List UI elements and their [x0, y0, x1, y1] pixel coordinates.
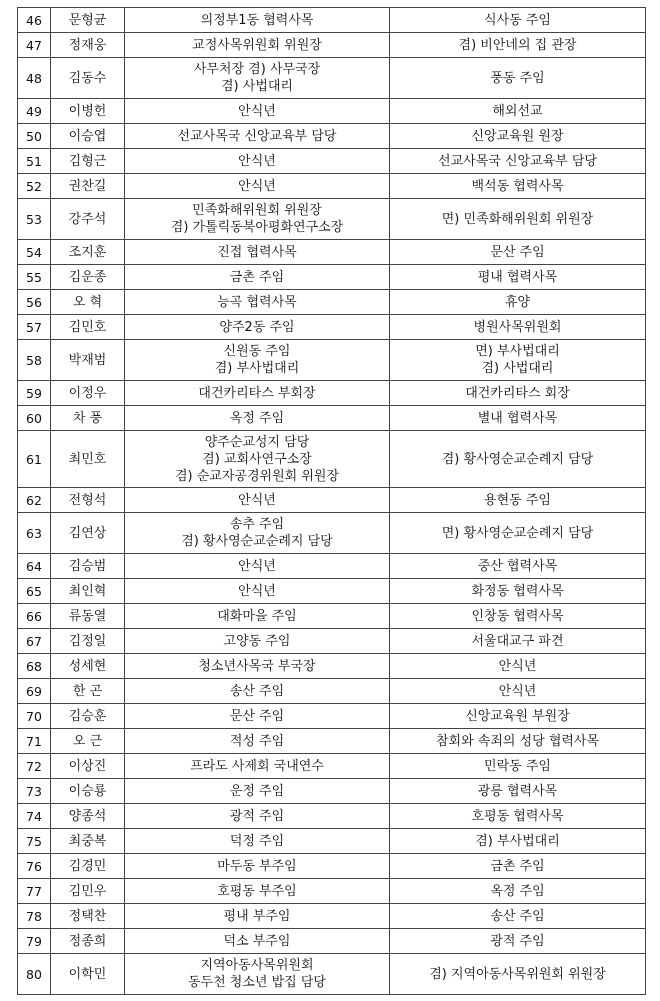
- previous-assignment-line: 적성 주임: [229, 733, 285, 749]
- priest-name: 전형석: [51, 488, 125, 513]
- previous-assignment-line: 금촌 주임: [229, 269, 285, 285]
- new-assignment-line: 대건카리타스 회장: [465, 385, 570, 401]
- row-number: 63: [18, 513, 51, 554]
- previous-assignment: [125, 879, 390, 904]
- new-assignment: [390, 629, 646, 654]
- priest-name: 김동수: [51, 58, 125, 99]
- table-row: [18, 929, 646, 954]
- new-assignment: [390, 804, 646, 829]
- new-assignment-line: 백석동 협력사목: [471, 178, 564, 194]
- table-row: [18, 554, 646, 579]
- new-assignment-line: 민락동 주임: [484, 758, 551, 774]
- table-row: [18, 704, 646, 729]
- previous-assignment-line: 사무처장 겸) 사무국장: [193, 62, 321, 77]
- row-number: 55: [18, 265, 51, 290]
- priest-name: 정종희: [51, 929, 125, 954]
- new-assignment: [390, 513, 646, 554]
- priest-name: 김승범: [51, 554, 125, 579]
- new-assignment: [390, 99, 646, 124]
- previous-assignment: [125, 954, 390, 995]
- priest-name: 김경민: [51, 854, 125, 879]
- new-assignment-line: 풍동 주임: [490, 70, 545, 86]
- table-row: [18, 954, 646, 995]
- priest-name: 류동열: [51, 604, 125, 629]
- table-row: [18, 679, 646, 704]
- new-assignment: [390, 199, 646, 240]
- new-assignment: [390, 149, 646, 174]
- row-number: 66: [18, 604, 51, 629]
- priest-name: 이병헌: [51, 99, 125, 124]
- table-row: [18, 629, 646, 654]
- new-assignment: [390, 754, 646, 779]
- previous-assignment: [125, 33, 390, 58]
- previous-assignment-line: 송산 주임: [229, 683, 285, 699]
- row-number: 70: [18, 704, 51, 729]
- new-assignment: [390, 488, 646, 513]
- row-number: 48: [18, 58, 51, 99]
- new-assignment-line: 송산 주임: [490, 908, 545, 924]
- previous-assignment: [125, 240, 390, 265]
- new-assignment-line: 중산 협력사목: [477, 558, 558, 574]
- priest-name: 조지훈: [51, 240, 125, 265]
- previous-assignment: [125, 265, 390, 290]
- priest-name: 오 근: [51, 729, 125, 754]
- new-assignment-line: 식사동 주임: [484, 12, 551, 28]
- new-assignment-line: 금촌 주임: [490, 858, 545, 874]
- previous-assignment-line: 덕소 부주임: [223, 933, 291, 949]
- new-assignment: [390, 729, 646, 754]
- new-assignment: [390, 33, 646, 58]
- new-assignment: [390, 829, 646, 854]
- table-row: [18, 240, 646, 265]
- personnel-table-sheet: [17, 7, 645, 995]
- row-number: 73: [18, 779, 51, 804]
- row-number: 68: [18, 654, 51, 679]
- new-assignment-line: 화정동 협력사목: [471, 583, 564, 599]
- new-assignment: [390, 929, 646, 954]
- priest-name: 이학민: [51, 954, 125, 995]
- row-number: 54: [18, 240, 51, 265]
- new-assignment-line: 면) 부사법대리: [475, 344, 560, 359]
- priest-name: 이상진: [51, 754, 125, 779]
- previous-assignment-line: 평내 부주임: [223, 908, 291, 924]
- priest-name: 문형균: [51, 8, 125, 33]
- new-assignment-line: 겸) 부사법대리: [475, 833, 560, 849]
- table-row: [18, 879, 646, 904]
- previous-assignment-line: 양주2동 주임: [219, 319, 295, 335]
- priest-name: 김운종: [51, 265, 125, 290]
- previous-assignment: [125, 406, 390, 431]
- row-number: 60: [18, 406, 51, 431]
- priest-name: 차 풍: [51, 406, 125, 431]
- previous-assignment-line: 운정 주임: [229, 783, 285, 799]
- previous-assignment-line: 청소년사목국 부국장: [198, 658, 316, 674]
- new-assignment-line: 안식년: [498, 683, 537, 699]
- previous-assignment-line: 진접 협력사목: [217, 244, 297, 260]
- new-assignment: [390, 431, 646, 488]
- previous-assignment-line: 안식년: [238, 178, 276, 194]
- new-assignment-line: 인창동 협력사목: [471, 608, 564, 624]
- new-assignment-line: 면) 황사영순교순례지 담당: [441, 525, 594, 541]
- new-assignment-line: 면) 민족화해위원회 위원장: [441, 211, 594, 227]
- priest-name: 이승엽: [51, 124, 125, 149]
- new-assignment-line: 호평동 협력사목: [471, 808, 564, 824]
- new-assignment-line: 겸) 황사영순교순례지 담당: [441, 451, 594, 467]
- table-row: [18, 754, 646, 779]
- previous-assignment: [125, 8, 390, 33]
- table-row: [18, 431, 646, 488]
- previous-assignment: [125, 554, 390, 579]
- previous-assignment-line: 덕정 주임: [229, 833, 285, 849]
- row-number: 65: [18, 579, 51, 604]
- table-row: [18, 779, 646, 804]
- table-row: [18, 406, 646, 431]
- table-row: [18, 579, 646, 604]
- new-assignment: [390, 879, 646, 904]
- previous-assignment: [125, 513, 390, 554]
- priest-name: 김승훈: [51, 704, 125, 729]
- priest-name: 양종석: [51, 804, 125, 829]
- previous-assignment: [125, 904, 390, 929]
- row-number: 74: [18, 804, 51, 829]
- previous-assignment: [125, 199, 390, 240]
- priest-name: 강주석: [51, 199, 125, 240]
- previous-assignment-line: 프라도 사제회 국내연수: [190, 758, 324, 774]
- table-row: [18, 33, 646, 58]
- new-assignment: [390, 124, 646, 149]
- previous-assignment: [125, 99, 390, 124]
- priest-name: 박재범: [51, 340, 125, 381]
- new-assignment-line: 광릉 협력사목: [477, 783, 558, 799]
- previous-assignment-line: 선교사목국 신앙교육부 담당: [177, 128, 337, 144]
- row-number: 72: [18, 754, 51, 779]
- table-row: [18, 854, 646, 879]
- new-assignment-line: 선교사목국 신앙교육부 담당: [438, 153, 597, 169]
- previous-assignment: [125, 124, 390, 149]
- previous-assignment-line: 민족화해위원회 위원장: [192, 203, 322, 218]
- priest-name: 이승룡: [51, 779, 125, 804]
- new-assignment-line: 문산 주임: [490, 244, 545, 260]
- previous-assignment-line: 안식년: [238, 103, 276, 119]
- table-row: [18, 513, 646, 554]
- previous-assignment: [125, 929, 390, 954]
- priest-name: 김형근: [51, 149, 125, 174]
- row-number: 78: [18, 904, 51, 929]
- personnel-table-body: [18, 8, 646, 995]
- previous-assignment: [125, 754, 390, 779]
- new-assignment: [390, 381, 646, 406]
- row-number: 59: [18, 381, 51, 406]
- table-row: [18, 174, 646, 199]
- new-assignment: [390, 340, 646, 381]
- table-row: [18, 99, 646, 124]
- row-number: 49: [18, 99, 51, 124]
- table-row: [18, 829, 646, 854]
- new-assignment-line: 겸) 사법대리: [481, 361, 554, 376]
- new-assignment-line: 평내 협력사목: [477, 269, 558, 285]
- new-assignment-line: 신앙교육원 부원장: [465, 708, 570, 724]
- new-assignment: [390, 265, 646, 290]
- previous-assignment-line: 지역아동사목위원회: [200, 958, 314, 973]
- new-assignment-line: 신앙교육원 원장: [471, 128, 564, 144]
- row-number: 46: [18, 8, 51, 33]
- new-assignment: [390, 954, 646, 995]
- new-assignment-line: 병원사목위원회: [473, 319, 562, 335]
- new-assignment-line: 해외선교: [492, 103, 543, 119]
- new-assignment-line: 옥정 주임: [490, 883, 545, 899]
- row-number: 51: [18, 149, 51, 174]
- row-number: 57: [18, 315, 51, 340]
- new-assignment-line: 겸) 비안네의 집 관장: [458, 37, 577, 53]
- new-assignment: [390, 8, 646, 33]
- previous-assignment-line: 고양동 주임: [223, 633, 291, 649]
- row-number: 53: [18, 199, 51, 240]
- priest-name: 최중복: [51, 829, 125, 854]
- previous-assignment: [125, 704, 390, 729]
- previous-assignment-line: 동두천 청소년 밥집 담당: [188, 975, 326, 990]
- priest-name: 정재웅: [51, 33, 125, 58]
- new-assignment-line: 용현동 주임: [484, 492, 551, 508]
- row-number: 62: [18, 488, 51, 513]
- row-number: 58: [18, 340, 51, 381]
- table-row: [18, 604, 646, 629]
- new-assignment-line: 겸) 지역아동사목위원회 위원장: [429, 966, 606, 982]
- new-assignment: [390, 579, 646, 604]
- previous-assignment: [125, 381, 390, 406]
- previous-assignment: [125, 629, 390, 654]
- table-row: [18, 290, 646, 315]
- row-number: 50: [18, 124, 51, 149]
- priest-name: 김민우: [51, 879, 125, 904]
- row-number: 47: [18, 33, 51, 58]
- previous-assignment-line: 능곡 협력사목: [217, 294, 297, 310]
- previous-assignment-line: 안식년: [238, 153, 276, 169]
- previous-assignment: [125, 488, 390, 513]
- previous-assignment-line: 겸) 교회사연구소장: [202, 451, 312, 467]
- previous-assignment: [125, 58, 390, 99]
- table-row: [18, 729, 646, 754]
- previous-assignment-line: 안식년: [238, 583, 276, 599]
- previous-assignment-line: 겸) 황사영순교순례지 담당: [181, 534, 333, 549]
- new-assignment-line: 안식년: [498, 658, 537, 674]
- previous-assignment-line: 겸) 부사법대리: [214, 361, 300, 376]
- personnel-table: [17, 7, 646, 995]
- previous-assignment-line: 겸) 가톨릭동북아평화연구소장: [170, 220, 344, 235]
- table-row: [18, 340, 646, 381]
- priest-name: 최인혁: [51, 579, 125, 604]
- previous-assignment-line: 마두동 부주임: [217, 858, 297, 874]
- new-assignment: [390, 654, 646, 679]
- previous-assignment: [125, 149, 390, 174]
- row-number: 69: [18, 679, 51, 704]
- new-assignment: [390, 604, 646, 629]
- previous-assignment-line: 의정부1동 협력사목: [200, 12, 314, 28]
- priest-name: 한 곤: [51, 679, 125, 704]
- previous-assignment-line: 호평동 부주임: [217, 883, 297, 899]
- new-assignment: [390, 406, 646, 431]
- new-assignment: [390, 704, 646, 729]
- table-row: [18, 804, 646, 829]
- previous-assignment: [125, 654, 390, 679]
- new-assignment-line: 서울대교구 파견: [471, 633, 564, 649]
- previous-assignment-line: 안식년: [238, 492, 276, 508]
- previous-assignment-line: 교정사목위원회 위원장: [192, 37, 322, 53]
- table-row: [18, 904, 646, 929]
- previous-assignment: [125, 315, 390, 340]
- previous-assignment: [125, 604, 390, 629]
- new-assignment: [390, 779, 646, 804]
- previous-assignment: [125, 174, 390, 199]
- priest-name: 정택찬: [51, 904, 125, 929]
- previous-assignment-line: 옥정 주임: [229, 410, 285, 426]
- table-row: [18, 381, 646, 406]
- previous-assignment-line: 겸) 순교자공경위원회 위원장: [174, 468, 340, 484]
- priest-name: 김연상: [51, 513, 125, 554]
- previous-assignment-line: 겸) 사법대리: [221, 79, 293, 94]
- row-number: 64: [18, 554, 51, 579]
- row-number: 80: [18, 954, 51, 995]
- new-assignment: [390, 315, 646, 340]
- previous-assignment: [125, 779, 390, 804]
- previous-assignment-line: 안식년: [238, 558, 276, 574]
- new-assignment: [390, 58, 646, 99]
- priest-name: 최민호: [51, 431, 125, 488]
- row-number: 56: [18, 290, 51, 315]
- new-assignment: [390, 904, 646, 929]
- previous-assignment: [125, 804, 390, 829]
- priest-name: 권찬길: [51, 174, 125, 199]
- new-assignment: [390, 854, 646, 879]
- table-row: [18, 199, 646, 240]
- priest-name: 김민호: [51, 315, 125, 340]
- new-assignment-line: 광적 주임: [490, 933, 545, 949]
- new-assignment-line: 휴양: [504, 294, 531, 310]
- row-number: 52: [18, 174, 51, 199]
- previous-assignment: [125, 431, 390, 488]
- priest-name: 성세현: [51, 654, 125, 679]
- table-row: [18, 265, 646, 290]
- previous-assignment-line: 신원동 주임: [223, 344, 291, 359]
- previous-assignment-line: 광적 주임: [229, 808, 285, 824]
- table-row: [18, 149, 646, 174]
- table-row: [18, 654, 646, 679]
- previous-assignment-line: 대화마을 주임: [217, 608, 297, 624]
- table-row: [18, 58, 646, 99]
- previous-assignment-line: 양주순교성지 담당: [204, 434, 310, 450]
- previous-assignment-line: 문산 주임: [229, 708, 285, 724]
- previous-assignment: [125, 829, 390, 854]
- table-row: [18, 315, 646, 340]
- previous-assignment: [125, 340, 390, 381]
- new-assignment-line: 별내 협력사목: [477, 410, 558, 426]
- new-assignment: [390, 240, 646, 265]
- row-number: 61: [18, 431, 51, 488]
- row-number: 79: [18, 929, 51, 954]
- priest-name: 김정일: [51, 629, 125, 654]
- table-row: [18, 488, 646, 513]
- row-number: 67: [18, 629, 51, 654]
- previous-assignment: [125, 579, 390, 604]
- row-number: 77: [18, 879, 51, 904]
- table-row: [18, 8, 646, 33]
- previous-assignment-line: 송추 주임: [229, 517, 285, 532]
- table-row: [18, 124, 646, 149]
- priest-name: 오 혁: [51, 290, 125, 315]
- row-number: 75: [18, 829, 51, 854]
- previous-assignment: [125, 854, 390, 879]
- new-assignment: [390, 679, 646, 704]
- previous-assignment: [125, 679, 390, 704]
- previous-assignment: [125, 290, 390, 315]
- row-number: 71: [18, 729, 51, 754]
- new-assignment-line: 참회와 속죄의 성당 협력사목: [435, 733, 600, 749]
- row-number: 76: [18, 854, 51, 879]
- new-assignment: [390, 290, 646, 315]
- new-assignment: [390, 554, 646, 579]
- previous-assignment: [125, 729, 390, 754]
- priest-name: 이정우: [51, 381, 125, 406]
- previous-assignment-line: 대건카리타스 부회장: [198, 385, 316, 401]
- new-assignment: [390, 174, 646, 199]
